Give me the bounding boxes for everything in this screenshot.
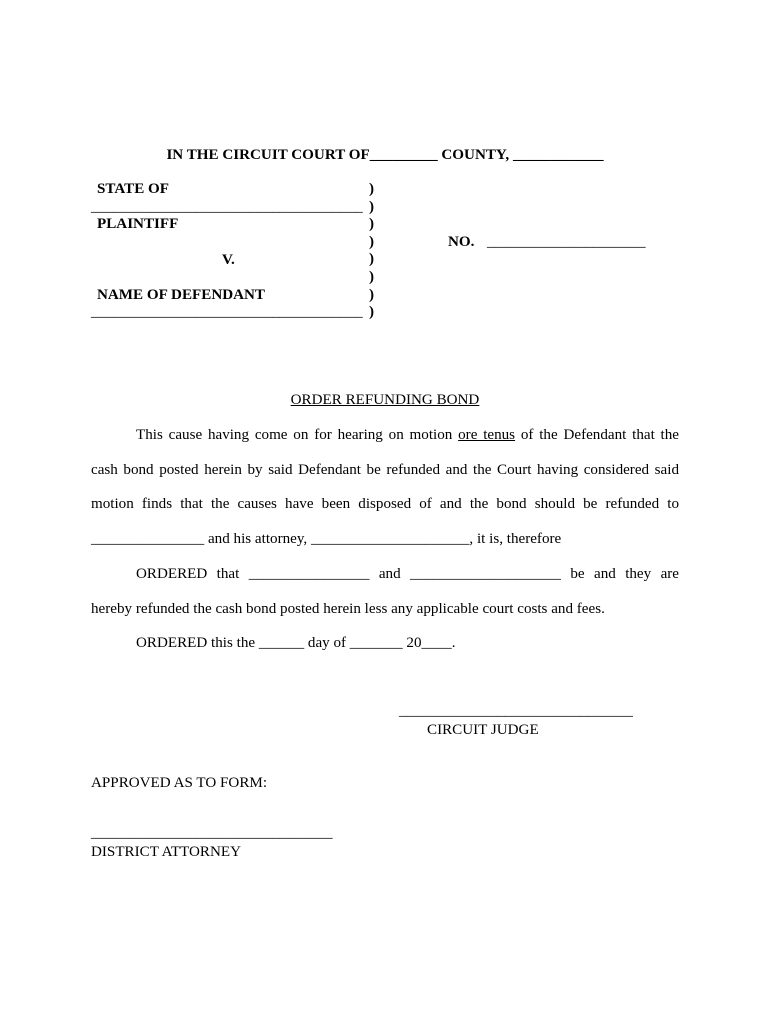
caption-bracket: ) xyxy=(369,269,375,286)
district-attorney-label: DISTRICT ATTORNEY xyxy=(91,844,241,860)
defendant-name-line: ____________________________________ xyxy=(91,304,363,321)
caption-bracket: ) xyxy=(369,251,375,268)
paragraph-line: _______________ and his attorney, _____________________, it is, therefore xyxy=(91,531,562,547)
caption-brackets xyxy=(369,181,374,322)
judge-signature-line: _______________________________ xyxy=(399,703,633,719)
judge-signature-label: CIRCUIT JUDGE xyxy=(427,722,539,738)
order-date-line: ORDERED this the ______ day of _______ 20____. xyxy=(136,635,456,651)
approval-heading: APPROVED AS TO FORM: xyxy=(91,775,268,791)
case-number-label: NO. xyxy=(448,233,475,250)
district-attorney-signature-line: ________________________________ xyxy=(91,825,333,841)
order-title-text: ORDER REFUNDING BOND xyxy=(290,392,480,408)
caption-bracket: ) xyxy=(369,198,375,215)
paragraph-line: motion finds that the causes have been disposed of and the bond should be refunded to xyxy=(91,496,679,512)
defendant-label: NAME OF DEFENDANT xyxy=(97,286,265,303)
caption-bracket: ) xyxy=(369,304,375,321)
caption-bracket: ) xyxy=(369,181,375,198)
paragraph-text: of the Defendant that the xyxy=(515,427,679,443)
paragraph-line: cash bond posted herein by said Defendant be refunded and the Court having considered said xyxy=(91,462,679,478)
state-of-label: STATE OF xyxy=(97,181,169,198)
paragraph-line: hereby refunded the cash bond posted herein less any applicable court costs and fees. xyxy=(91,601,605,617)
plaintiff-label: PLAINTIFF xyxy=(97,216,179,233)
plaintiff-name-line: ____________________________________ xyxy=(91,198,363,215)
ore-tenus-phrase: ore tenus xyxy=(458,427,516,443)
versus-label: V. xyxy=(222,251,235,268)
paragraph-line xyxy=(136,426,679,444)
caption-bracket: ) xyxy=(369,233,375,250)
caption-bracket: ) xyxy=(369,286,375,303)
paragraph-text: This cause having come on for hearing on motion xyxy=(136,427,459,443)
order-title xyxy=(0,391,770,409)
case-number-blank: _____________________ xyxy=(487,233,646,250)
paragraph-line: ORDERED that ________________ and ____________________ be and they are xyxy=(136,566,679,582)
court-heading: IN THE CIRCUIT COURT OF_________ COUNTY, ____________ xyxy=(166,147,604,163)
caption-bracket: ) xyxy=(369,216,375,233)
